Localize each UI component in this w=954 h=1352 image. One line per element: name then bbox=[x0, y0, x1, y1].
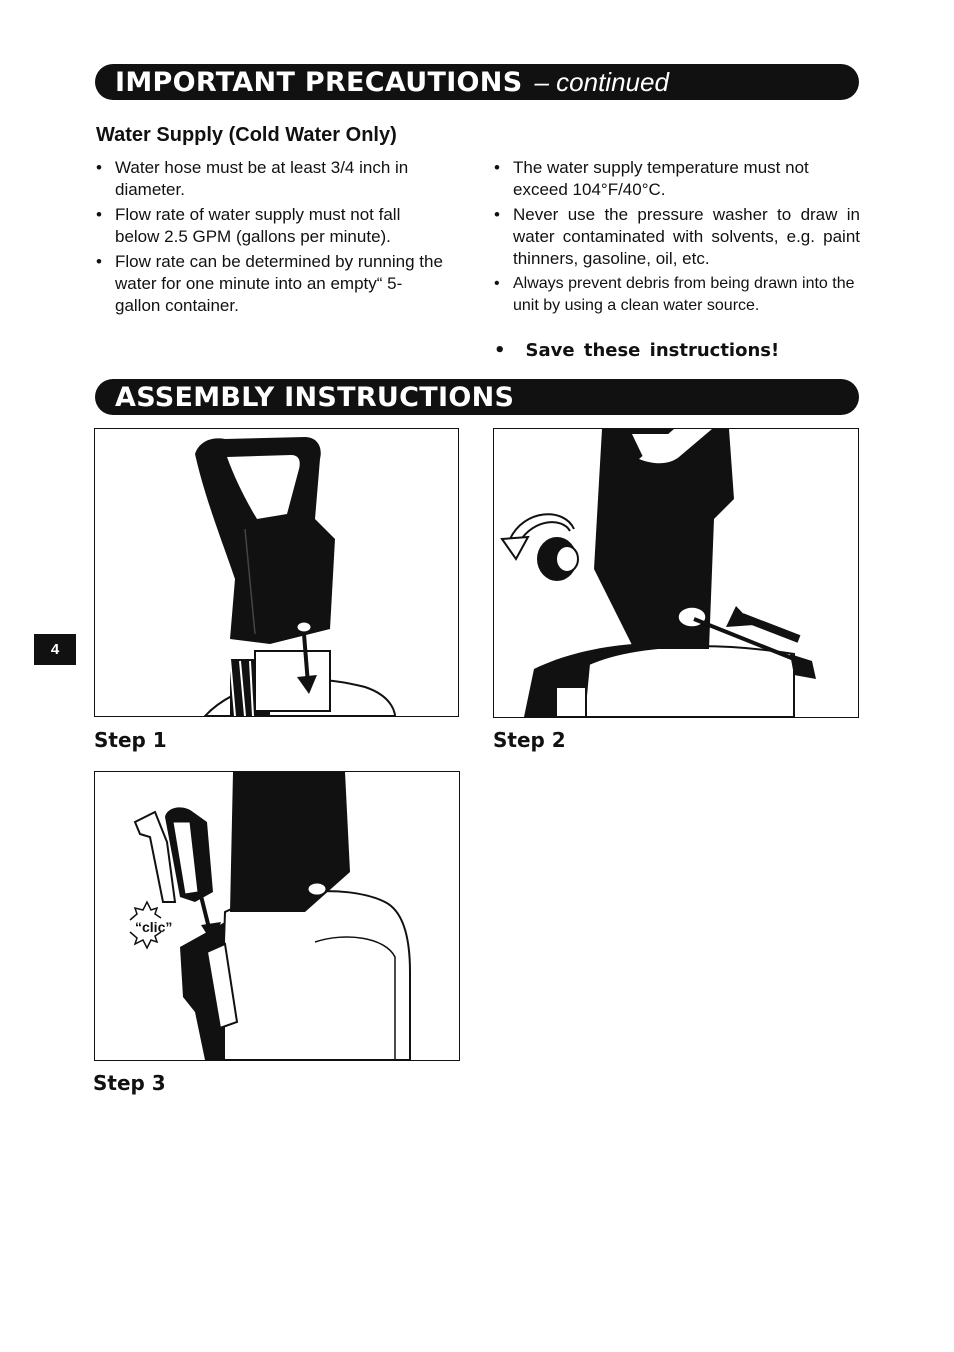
clip-attach-drawing bbox=[95, 772, 459, 1060]
precautions-continued-text: continued bbox=[556, 66, 669, 97]
handle-insert-drawing bbox=[95, 429, 458, 716]
list-item: • Always prevent debris from being drawn into the unit by using a clean water source. bbox=[494, 273, 860, 317]
precautions-banner bbox=[95, 64, 859, 100]
save-instructions bbox=[494, 340, 779, 361]
step-2-label: Step 2 bbox=[493, 728, 566, 752]
step-1-illustration bbox=[94, 428, 459, 717]
assembly-banner bbox=[95, 379, 859, 415]
precautions-continued bbox=[534, 67, 668, 98]
step-3-illustration bbox=[94, 771, 460, 1061]
step-3-label: Step 3 bbox=[93, 1071, 166, 1095]
save-instructions-text: Save these instructions! bbox=[525, 340, 780, 361]
list-item: • Never use the pressure washer to draw in water contaminated with solvents, e.g. paint thinners, gasoline, oil, etc. bbox=[494, 204, 860, 270]
assembly-title: ASSEMBLY INSTRUCTIONS bbox=[115, 381, 515, 413]
water-supply-list-left bbox=[96, 157, 444, 320]
list-item: • Flow rate of water supply must not fall below 2.5 GPM (gallons per minute). bbox=[96, 204, 444, 248]
step-2-illustration bbox=[493, 428, 859, 718]
page-number: 4 bbox=[34, 634, 76, 665]
precautions-title: IMPORTANT PRECAUTIONS bbox=[115, 66, 523, 98]
water-supply-heading: Water Supply (Cold Water Only) bbox=[96, 124, 397, 146]
list-item: • Water hose must be at least 3/4 inch in diameter. bbox=[96, 157, 444, 201]
precautions-dash: – bbox=[534, 66, 549, 97]
water-supply-list-right bbox=[494, 157, 860, 320]
bolt-tighten-drawing bbox=[494, 429, 858, 717]
step-1-label: Step 1 bbox=[94, 728, 167, 752]
save-bullet: • bbox=[494, 340, 506, 361]
clic-label: “clic” bbox=[135, 919, 173, 935]
list-item: • The water supply temperature must not exceed 104°F/40°C. bbox=[494, 157, 860, 201]
list-item: • Flow rate can be determined by running the water for one minute into an empty“ 5-gallon container. bbox=[96, 251, 444, 317]
